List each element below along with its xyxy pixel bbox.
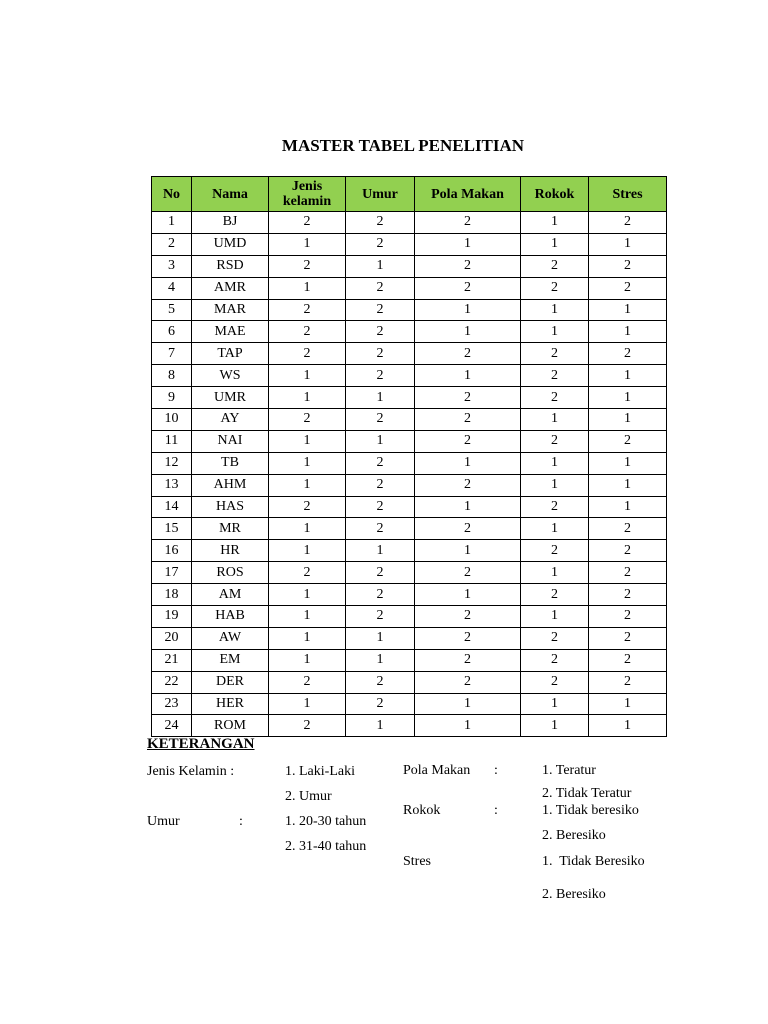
legend-jenis-kelamin-label: Jenis Kelamin : <box>147 764 235 779</box>
cell-umur: 2 <box>346 671 415 693</box>
cell-stres: 2 <box>589 562 667 584</box>
cell-stres: 2 <box>589 430 667 452</box>
cell-pola-makan: 2 <box>415 518 521 540</box>
cell-no: 21 <box>152 649 192 671</box>
cell-rokok: 2 <box>521 343 589 365</box>
cell-umur: 2 <box>346 212 415 234</box>
legend-umur-colon: : <box>239 814 243 829</box>
cell-umur: 2 <box>346 409 415 431</box>
cell-jenis-kelamin: 2 <box>269 299 346 321</box>
table-row <box>152 365 667 387</box>
cell-pola-makan: 1 <box>415 496 521 518</box>
cell-no: 20 <box>152 627 192 649</box>
cell-stres: 2 <box>589 518 667 540</box>
cell-no: 14 <box>152 496 192 518</box>
cell-umur: 2 <box>346 233 415 255</box>
cell-jenis-kelamin: 1 <box>269 649 346 671</box>
legend-stres-opt1: 1. Tidak Beresiko <box>542 854 645 869</box>
cell-jenis-kelamin: 1 <box>269 606 346 628</box>
cell-nama: AW <box>192 627 269 649</box>
cell-nama: AY <box>192 409 269 431</box>
cell-jenis-kelamin: 2 <box>269 671 346 693</box>
legend-jenis-kelamin-opt2: 2. Umur <box>285 789 332 804</box>
cell-jenis-kelamin: 1 <box>269 518 346 540</box>
cell-pola-makan: 1 <box>415 299 521 321</box>
cell-stres: 1 <box>589 496 667 518</box>
table-body <box>152 212 667 737</box>
table-row <box>152 496 667 518</box>
table-row <box>152 540 667 562</box>
cell-no: 4 <box>152 277 192 299</box>
cell-nama: BJ <box>192 212 269 234</box>
cell-pola-makan: 1 <box>415 540 521 562</box>
cell-no: 8 <box>152 365 192 387</box>
cell-pola-makan: 2 <box>415 212 521 234</box>
cell-nama: MAE <box>192 321 269 343</box>
cell-nama: TAP <box>192 343 269 365</box>
cell-rokok: 1 <box>521 212 589 234</box>
cell-nama: NAI <box>192 430 269 452</box>
cell-stres: 2 <box>589 540 667 562</box>
cell-umur: 2 <box>346 562 415 584</box>
legend-stres-opt2: 2. Beresiko <box>542 887 606 902</box>
cell-jenis-kelamin: 1 <box>269 627 346 649</box>
legend-umur-opt1: 1. 20-30 tahun <box>285 814 367 829</box>
table-row <box>152 627 667 649</box>
cell-stres: 1 <box>589 409 667 431</box>
header-jenis-kelamin: Jenis kelamin <box>269 177 346 212</box>
cell-umur: 2 <box>346 518 415 540</box>
cell-stres: 2 <box>589 584 667 606</box>
cell-umur: 2 <box>346 496 415 518</box>
legend-stres-label: Stres <box>403 854 431 869</box>
cell-rokok: 2 <box>521 671 589 693</box>
cell-stres: 1 <box>589 365 667 387</box>
cell-stres: 1 <box>589 233 667 255</box>
cell-pola-makan: 2 <box>415 387 521 409</box>
cell-jenis-kelamin: 2 <box>269 255 346 277</box>
cell-rokok: 1 <box>521 693 589 715</box>
cell-pola-makan: 2 <box>415 649 521 671</box>
cell-rokok: 1 <box>521 715 589 737</box>
table-row <box>152 649 667 671</box>
table-row <box>152 562 667 584</box>
cell-stres: 1 <box>589 693 667 715</box>
table-row <box>152 321 667 343</box>
table-row <box>152 715 667 737</box>
legend-rokok-opt1: 1. Tidak beresiko <box>542 803 639 818</box>
cell-rokok: 1 <box>521 474 589 496</box>
cell-jenis-kelamin: 1 <box>269 474 346 496</box>
cell-nama: EM <box>192 649 269 671</box>
table-row <box>152 693 667 715</box>
cell-umur: 2 <box>346 365 415 387</box>
table-row <box>152 584 667 606</box>
cell-nama: AHM <box>192 474 269 496</box>
cell-pola-makan: 2 <box>415 562 521 584</box>
cell-jenis-kelamin: 2 <box>269 715 346 737</box>
cell-stres: 2 <box>589 343 667 365</box>
cell-nama: MR <box>192 518 269 540</box>
cell-rokok: 1 <box>521 409 589 431</box>
cell-jenis-kelamin: 2 <box>269 409 346 431</box>
header-stres: Stres <box>589 177 667 212</box>
cell-pola-makan: 2 <box>415 474 521 496</box>
cell-stres: 2 <box>589 671 667 693</box>
cell-pola-makan: 1 <box>415 452 521 474</box>
cell-rokok: 2 <box>521 627 589 649</box>
cell-umur: 1 <box>346 540 415 562</box>
legend-pola-makan-label: Pola Makan <box>403 763 471 778</box>
cell-pola-makan: 1 <box>415 715 521 737</box>
cell-stres: 2 <box>589 606 667 628</box>
header-umur: Umur <box>346 177 415 212</box>
cell-jenis-kelamin: 2 <box>269 212 346 234</box>
cell-stres: 2 <box>589 255 667 277</box>
cell-pola-makan: 1 <box>415 693 521 715</box>
cell-pola-makan: 1 <box>415 321 521 343</box>
cell-jenis-kelamin: 1 <box>269 233 346 255</box>
cell-nama: MAR <box>192 299 269 321</box>
cell-no: 1 <box>152 212 192 234</box>
cell-nama: AMR <box>192 277 269 299</box>
cell-pola-makan: 2 <box>415 430 521 452</box>
cell-rokok: 2 <box>521 255 589 277</box>
cell-nama: UMD <box>192 233 269 255</box>
cell-no: 10 <box>152 409 192 431</box>
cell-jenis-kelamin: 1 <box>269 277 346 299</box>
cell-umur: 2 <box>346 321 415 343</box>
cell-stres: 1 <box>589 452 667 474</box>
table-row <box>152 474 667 496</box>
cell-stres: 2 <box>589 627 667 649</box>
cell-pola-makan: 2 <box>415 627 521 649</box>
legend-rokok-opt2: 2. Beresiko <box>542 828 606 843</box>
table-row <box>152 606 667 628</box>
page-title: MASTER TABEL PENELITIAN <box>281 136 525 155</box>
table-row <box>152 255 667 277</box>
cell-umur: 2 <box>346 474 415 496</box>
cell-jenis-kelamin: 2 <box>269 562 346 584</box>
cell-jenis-kelamin: 1 <box>269 387 346 409</box>
cell-jenis-kelamin: 1 <box>269 540 346 562</box>
header-no: No <box>152 177 192 212</box>
cell-no: 18 <box>152 584 192 606</box>
cell-rokok: 2 <box>521 540 589 562</box>
cell-no: 22 <box>152 671 192 693</box>
cell-no: 2 <box>152 233 192 255</box>
cell-rokok: 1 <box>521 321 589 343</box>
table-row <box>152 387 667 409</box>
legend-umur-opt2: 2. 31-40 tahun <box>285 839 367 854</box>
cell-pola-makan: 1 <box>415 233 521 255</box>
cell-pola-makan: 2 <box>415 255 521 277</box>
table-row <box>152 277 667 299</box>
cell-pola-makan: 2 <box>415 343 521 365</box>
table-row <box>152 430 667 452</box>
table-row <box>152 518 667 540</box>
cell-umur: 2 <box>346 606 415 628</box>
cell-jenis-kelamin: 1 <box>269 365 346 387</box>
legend-umur-label: Umur <box>147 814 180 829</box>
cell-umur: 2 <box>346 343 415 365</box>
cell-rokok: 2 <box>521 365 589 387</box>
cell-jenis-kelamin: 2 <box>269 496 346 518</box>
cell-jenis-kelamin: 2 <box>269 321 346 343</box>
cell-umur: 1 <box>346 649 415 671</box>
cell-umur: 1 <box>346 627 415 649</box>
cell-stres: 1 <box>589 321 667 343</box>
cell-nama: AM <box>192 584 269 606</box>
master-table <box>151 176 667 737</box>
cell-stres: 2 <box>589 649 667 671</box>
cell-stres: 1 <box>589 474 667 496</box>
cell-umur: 1 <box>346 255 415 277</box>
cell-no: 11 <box>152 430 192 452</box>
cell-pola-makan: 2 <box>415 409 521 431</box>
cell-stres: 2 <box>589 212 667 234</box>
cell-nama: RSD <box>192 255 269 277</box>
cell-pola-makan: 2 <box>415 671 521 693</box>
keterangan-title: KETERANGAN <box>147 736 255 752</box>
cell-no: 24 <box>152 715 192 737</box>
cell-umur: 2 <box>346 693 415 715</box>
cell-pola-makan: 2 <box>415 277 521 299</box>
cell-umur: 1 <box>346 715 415 737</box>
cell-umur: 1 <box>346 387 415 409</box>
cell-nama: UMR <box>192 387 269 409</box>
legend-jenis-kelamin-opt1: 1. Laki-Laki <box>285 764 355 779</box>
table-row <box>152 233 667 255</box>
cell-nama: HR <box>192 540 269 562</box>
cell-rokok: 1 <box>521 233 589 255</box>
cell-stres: 1 <box>589 387 667 409</box>
cell-jenis-kelamin: 1 <box>269 452 346 474</box>
cell-stres: 1 <box>589 715 667 737</box>
table-row <box>152 671 667 693</box>
cell-rokok: 2 <box>521 277 589 299</box>
table-row <box>152 299 667 321</box>
header-pola-makan: Pola Makan <box>415 177 521 212</box>
cell-rokok: 2 <box>521 496 589 518</box>
cell-nama: HAS <box>192 496 269 518</box>
cell-rokok: 1 <box>521 518 589 540</box>
legend-rokok-colon: : <box>494 803 498 818</box>
cell-rokok: 1 <box>521 562 589 584</box>
cell-jenis-kelamin: 2 <box>269 343 346 365</box>
cell-jenis-kelamin: 1 <box>269 584 346 606</box>
cell-pola-makan: 2 <box>415 606 521 628</box>
legend-rokok-label: Rokok <box>403 803 441 818</box>
cell-rokok: 1 <box>521 452 589 474</box>
cell-nama: HAB <box>192 606 269 628</box>
cell-no: 15 <box>152 518 192 540</box>
table-row <box>152 452 667 474</box>
cell-rokok: 2 <box>521 584 589 606</box>
cell-nama: ROS <box>192 562 269 584</box>
table-row <box>152 343 667 365</box>
cell-stres: 2 <box>589 277 667 299</box>
cell-nama: WS <box>192 365 269 387</box>
cell-rokok: 2 <box>521 649 589 671</box>
cell-pola-makan: 1 <box>415 365 521 387</box>
cell-nama: DER <box>192 671 269 693</box>
legend-pola-makan-opt1: 1. Teratur <box>542 763 596 778</box>
cell-umur: 2 <box>346 452 415 474</box>
cell-no: 3 <box>152 255 192 277</box>
cell-pola-makan: 1 <box>415 584 521 606</box>
cell-rokok: 1 <box>521 606 589 628</box>
cell-rokok: 2 <box>521 387 589 409</box>
cell-no: 13 <box>152 474 192 496</box>
cell-nama: TB <box>192 452 269 474</box>
legend-pola-makan-colon: : <box>494 763 498 778</box>
header-nama: Nama <box>192 177 269 212</box>
cell-umur: 2 <box>346 584 415 606</box>
cell-umur: 2 <box>346 299 415 321</box>
table-row <box>152 409 667 431</box>
table-header-row <box>152 177 667 212</box>
cell-jenis-kelamin: 1 <box>269 430 346 452</box>
cell-no: 6 <box>152 321 192 343</box>
cell-no: 19 <box>152 606 192 628</box>
cell-no: 9 <box>152 387 192 409</box>
header-rokok: Rokok <box>521 177 589 212</box>
cell-no: 12 <box>152 452 192 474</box>
cell-no: 23 <box>152 693 192 715</box>
cell-jenis-kelamin: 1 <box>269 693 346 715</box>
cell-rokok: 2 <box>521 430 589 452</box>
legend-pola-makan-opt2: 2. Tidak Teratur <box>542 786 632 801</box>
cell-no: 16 <box>152 540 192 562</box>
cell-rokok: 1 <box>521 299 589 321</box>
table-row <box>152 212 667 234</box>
cell-no: 17 <box>152 562 192 584</box>
cell-nama: ROM <box>192 715 269 737</box>
cell-umur: 1 <box>346 430 415 452</box>
cell-no: 7 <box>152 343 192 365</box>
cell-umur: 2 <box>346 277 415 299</box>
cell-nama: HER <box>192 693 269 715</box>
cell-no: 5 <box>152 299 192 321</box>
cell-stres: 1 <box>589 299 667 321</box>
